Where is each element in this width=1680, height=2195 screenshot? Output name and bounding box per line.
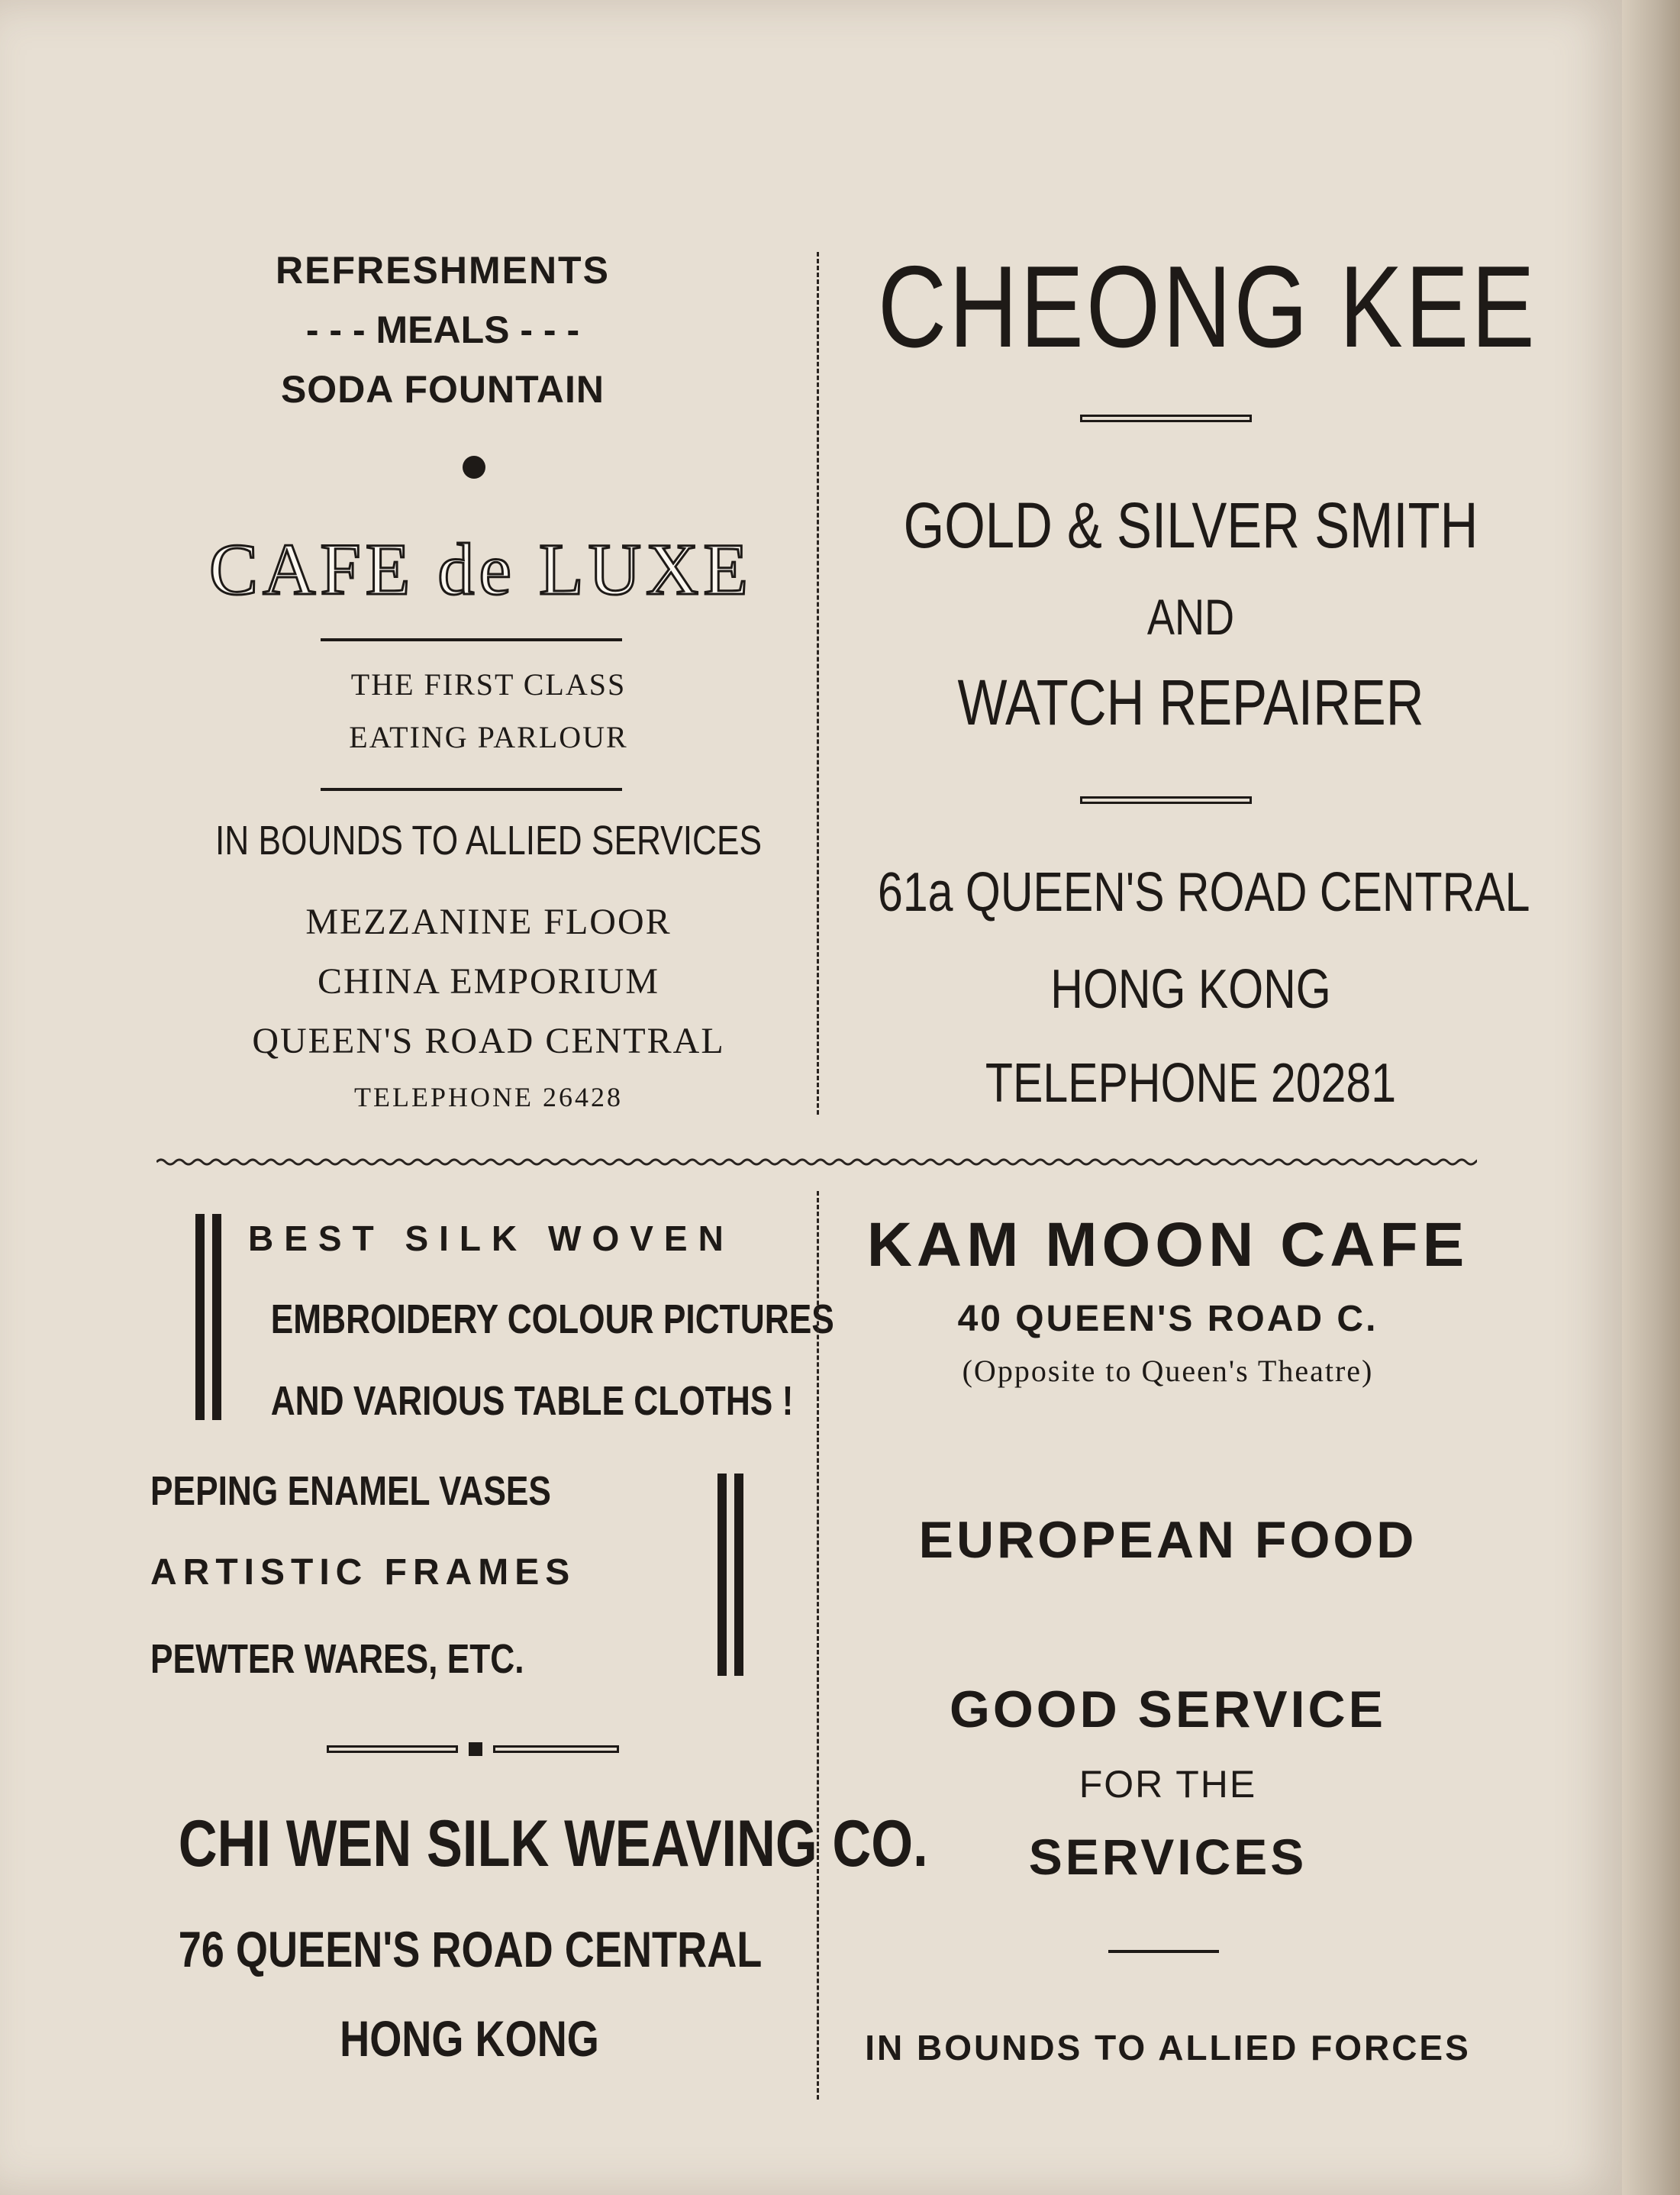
chi-wen-enamel-vases: PEPING ENAMEL VASES xyxy=(150,1468,551,1514)
divider-rule xyxy=(1108,1950,1219,1953)
cheong-kee-telephone: TELEPHONE 20281 xyxy=(985,1053,1397,1114)
cafe-first-class: THE FIRST CLASS xyxy=(350,667,627,702)
kam-moon-services: SERVICES xyxy=(1028,1829,1308,1885)
divider-rule xyxy=(321,788,622,791)
cheong-kee-repairer: WATCH REPAIRER xyxy=(957,667,1424,738)
cafe-mezzanine: MEZZANINE FLOOR xyxy=(305,902,672,942)
chi-wen-embroidery: EMBROIDERY COLOUR PICTURES xyxy=(270,1296,834,1342)
double-rule xyxy=(1080,415,1252,422)
cafe-road: QUEEN'S ROAD CENTRAL xyxy=(252,1021,725,1061)
page-edge xyxy=(1622,0,1680,2195)
cafe-refreshments: REFRESHMENTS xyxy=(276,249,610,292)
kam-moon-title: KAM MOON CAFE xyxy=(866,1210,1469,1280)
cheong-kee-city: HONG KONG xyxy=(1050,959,1331,1020)
cafe-emporium: CHINA EMPORIUM xyxy=(317,961,660,1002)
kam-moon-address: 40 QUEEN'S ROAD C. xyxy=(957,1299,1379,1339)
chi-wen-address: 76 QUEEN'S ROAD CENTRAL xyxy=(178,1921,763,1977)
kam-moon-in-bounds: IN BOUNDS TO ALLIED FORCES xyxy=(865,2028,1471,2067)
cafe-meals: - - - MEALS - - - xyxy=(305,308,580,351)
cafe-soda-fountain: SODA FOUNTAIN xyxy=(280,368,605,411)
kam-moon-for-the: FOR THE xyxy=(1079,1763,1257,1806)
kam-moon-opposite: (Opposite to Queen's Theatre) xyxy=(962,1354,1374,1388)
cafe-in-bounds: IN BOUNDS TO ALLIED SERVICES xyxy=(214,818,763,863)
vertical-bar xyxy=(717,1474,727,1676)
cafe-de-luxe-logo: CAFE de LUXE xyxy=(209,528,753,610)
cheong-kee-and: AND xyxy=(1146,589,1235,645)
cafe-telephone: TELEPHONE 26428 xyxy=(354,1082,623,1112)
bullet-dot xyxy=(463,456,485,479)
vertical-bar xyxy=(212,1214,221,1420)
cheong-kee-address: 61a QUEEN'S ROAD CENTRAL xyxy=(878,862,1530,923)
vertical-bar xyxy=(195,1214,205,1420)
divider-rule xyxy=(321,638,622,641)
wavy-divider xyxy=(156,1154,1477,1170)
cheong-kee-title: CHEONG KEE xyxy=(878,242,1537,372)
double-rule xyxy=(493,1745,619,1753)
chi-wen-city: HONG KONG xyxy=(340,2010,599,2067)
kam-moon-good-service: GOOD SERVICE xyxy=(950,1680,1386,1738)
double-rule xyxy=(1080,796,1252,804)
column-divider xyxy=(817,252,819,1115)
chi-wen-best-silk: BEST SILK WOVEN xyxy=(248,1219,734,1258)
cafe-eating-parlour: EATING PARLOUR xyxy=(349,720,628,754)
double-rule xyxy=(327,1745,458,1753)
kam-moon-food: EUROPEAN FOOD xyxy=(918,1511,1417,1569)
cheong-kee-smith: GOLD & SILVER SMITH xyxy=(903,489,1478,561)
vertical-bar xyxy=(734,1474,743,1676)
chi-wen-table-cloths: AND VARIOUS TABLE CLOTHS ! xyxy=(270,1378,794,1424)
column-divider xyxy=(817,1191,819,2100)
chi-wen-frames: ARTISTIC FRAMES xyxy=(150,1552,576,1593)
chi-wen-name: CHI WEN SILK WEAVING CO. xyxy=(178,1807,928,1880)
chi-wen-pewter: PEWTER WARES, ETC. xyxy=(150,1636,524,1682)
square-ornament xyxy=(469,1742,482,1756)
